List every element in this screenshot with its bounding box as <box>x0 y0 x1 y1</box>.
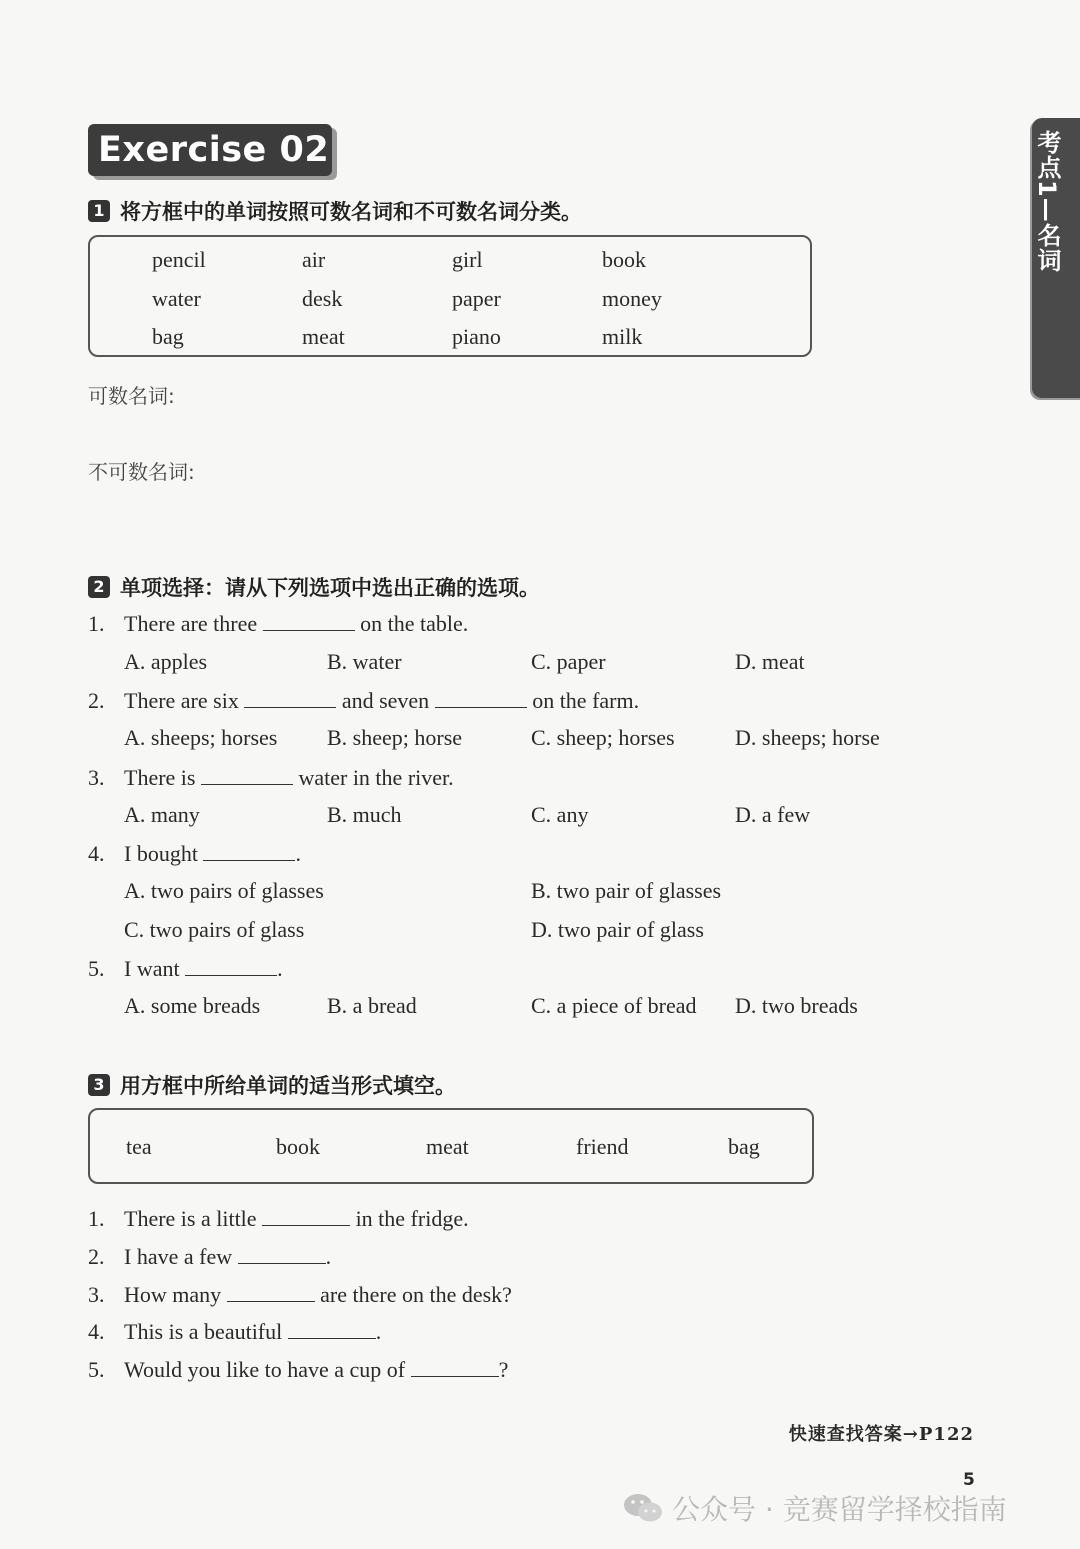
fill-sentence <box>88 1318 381 1345</box>
word-box-word: bag <box>728 1134 760 1159</box>
page-number: 5 <box>963 1470 975 1490</box>
sentence-text: . <box>375 1319 382 1344</box>
sentence-text: This is a beautiful <box>124 1319 283 1344</box>
question <box>88 687 639 714</box>
word-box-word: money <box>602 286 662 311</box>
option: C. sheep; horses <box>531 725 675 750</box>
sentence-text: . <box>325 1244 332 1269</box>
option: A. many <box>124 802 200 827</box>
wechat-icon <box>622 1490 664 1526</box>
option: D. sheeps; horse <box>735 725 880 750</box>
answer-blank <box>185 955 277 976</box>
answer-blank <box>288 1318 376 1339</box>
question-number: 2. <box>88 688 105 713</box>
option: B. a bread <box>327 993 417 1018</box>
word-box-word: air <box>302 247 326 272</box>
question-text: on the table. <box>360 611 469 636</box>
word-box-word: friend <box>576 1134 629 1159</box>
sentence-number: 1. <box>88 1206 105 1231</box>
answer-blank <box>411 1356 499 1377</box>
option: B. two pair of glasses <box>531 878 722 903</box>
answer-blank <box>244 687 336 708</box>
option: D. two pair of glass <box>531 917 704 942</box>
question-number: 5. <box>88 956 105 981</box>
sentence-number: 5. <box>88 1357 105 1382</box>
sentence-text: in the fridge. <box>355 1206 469 1231</box>
watermark <box>622 1488 1007 1528</box>
sentence-text: There is a little <box>124 1206 257 1231</box>
question-text: There are six <box>124 688 239 713</box>
question-text: I bought <box>124 841 198 866</box>
word-box-word: book <box>276 1134 320 1159</box>
answer-blank <box>203 840 295 861</box>
word-box-word: water <box>152 286 201 311</box>
option: C. two pairs of glass <box>124 917 305 942</box>
uncountable-label: 不可数名词: <box>88 460 195 484</box>
option: B. sheep; horse <box>327 725 463 750</box>
section2-instruction: 单项选择：请从下列选项中选出正确的选项。 <box>120 576 540 600</box>
question <box>88 955 283 982</box>
side-tab-label: 考点1—名词 <box>1033 130 1061 273</box>
sentence-number: 4. <box>88 1319 105 1344</box>
answer-reference: 快速查找答案→P122 <box>788 1424 974 1445</box>
word-box-word: bag <box>152 324 184 349</box>
option: B. water <box>327 649 402 674</box>
option: D. meat <box>735 649 805 674</box>
section1-instruction: 将方框中的单词按照可数名词和不可数名词分类。 <box>120 200 582 224</box>
sentence-text: Would you like to have a cup of <box>124 1357 406 1382</box>
question-text: on the farm. <box>532 688 640 713</box>
question-text: . <box>277 956 283 981</box>
exercise-title: Exercise 02 <box>88 124 332 176</box>
question-text: and seven <box>341 688 430 713</box>
option: A. two pairs of glasses <box>124 878 324 903</box>
fill-sentence <box>88 1243 331 1270</box>
section1-badge: 1 <box>88 200 110 222</box>
option: D. a few <box>735 802 811 827</box>
question <box>88 764 454 791</box>
section3-heading <box>88 1070 456 1100</box>
word-box-word: pencil <box>152 247 206 272</box>
question <box>88 840 301 867</box>
sentence-text: are there on the desk? <box>320 1282 512 1307</box>
sentence-text: I have a few <box>124 1244 233 1269</box>
word-box-word: tea <box>126 1134 152 1159</box>
answer-blank <box>201 764 293 785</box>
answer-blank <box>262 1205 350 1226</box>
section3-badge: 3 <box>88 1074 110 1096</box>
word-box-word: girl <box>452 247 483 272</box>
section2-badge: 2 <box>88 576 110 598</box>
word-box-word: milk <box>602 324 643 349</box>
question-text: I want <box>124 956 180 981</box>
sentence-text: How many <box>124 1282 222 1307</box>
option: C. any <box>531 802 589 827</box>
question <box>88 610 468 637</box>
watermark-text: 公众号 · 竞赛留学择校指南 <box>672 1493 1007 1526</box>
option: C. a piece of bread <box>531 993 697 1018</box>
fill-sentence <box>88 1205 469 1232</box>
section1-heading <box>88 196 582 226</box>
section2-heading <box>88 572 540 602</box>
countable-label: 可数名词: <box>88 384 175 408</box>
question-number: 1. <box>88 611 105 636</box>
question-number: 4. <box>88 841 105 866</box>
word-box-word: book <box>602 247 646 272</box>
section3-word-box <box>88 1108 814 1184</box>
option: A. apples <box>124 649 208 674</box>
fill-sentence <box>88 1281 512 1308</box>
answer-blank <box>227 1281 315 1302</box>
section3-instruction: 用方框中所给单词的适当形式填空。 <box>120 1074 456 1098</box>
fill-sentence <box>88 1356 508 1383</box>
option: B. much <box>327 802 402 827</box>
word-box-word: meat <box>426 1134 469 1159</box>
answer-blank <box>238 1243 326 1264</box>
sentence-number: 3. <box>88 1282 105 1307</box>
answer-blank <box>435 687 527 708</box>
question-text: There is <box>124 765 196 790</box>
question-text: There are three <box>124 611 258 636</box>
question-text: water in the river. <box>298 765 454 790</box>
question-text: . <box>295 841 301 866</box>
option: D. two breads <box>735 993 858 1018</box>
question-number: 3. <box>88 765 105 790</box>
answer-blank <box>263 610 355 631</box>
word-box-word: paper <box>452 286 501 311</box>
section1-word-box <box>88 235 812 357</box>
option: A. some breads <box>124 993 261 1018</box>
option: C. paper <box>531 649 606 674</box>
word-box-word: desk <box>302 286 343 311</box>
sentence-number: 2. <box>88 1244 105 1269</box>
word-box-word: meat <box>302 324 345 349</box>
sentence-text: ? <box>498 1357 509 1382</box>
option: A. sheeps; horses <box>124 725 278 750</box>
word-box-word: piano <box>452 324 501 349</box>
